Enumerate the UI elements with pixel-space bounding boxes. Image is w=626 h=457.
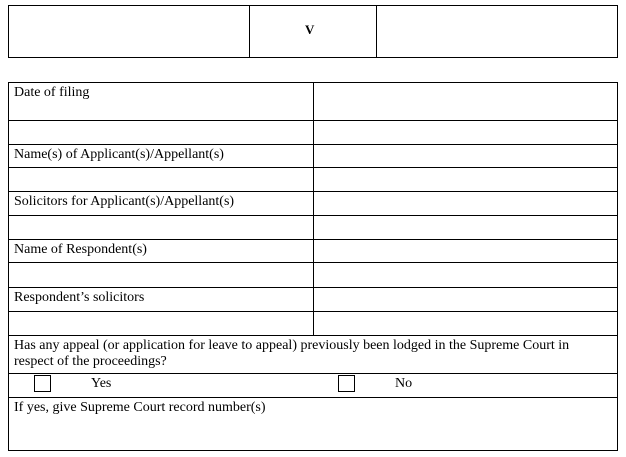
- date-of-filing-field[interactable]: [315, 84, 617, 119]
- record-number-field[interactable]: [10, 418, 616, 449]
- record-number-prompt: If yes, give Supreme Court record number(s): [14, 400, 266, 415]
- row-divider: [8, 215, 618, 216]
- appellant-party-field[interactable]: [10, 7, 248, 57]
- row-divider: [8, 120, 618, 121]
- row-divider: [8, 262, 618, 263]
- date-of-filing-label: Date of filing: [14, 85, 90, 100]
- applicant-solicitors-label: Solicitors for Applicant(s)/Appellant(s): [14, 194, 235, 209]
- no-label: No: [395, 376, 413, 391]
- respondent-party-field[interactable]: [378, 7, 616, 57]
- header-divider-right: [376, 5, 377, 58]
- respondent-names-label: Name of Respondent(s): [14, 242, 147, 257]
- no-checkbox[interactable]: [338, 375, 355, 392]
- applicant-solicitors-field[interactable]: [315, 192, 617, 214]
- versus-label: V: [305, 22, 315, 37]
- respondent-solicitors-label: Respondent’s solicitors: [14, 290, 145, 305]
- yes-label: Yes: [91, 376, 112, 391]
- prior-appeal-question: Has any appeal (or application for leave to appeal) previously been lodged in the Supreme Court in respect of the proceedings?: [14, 338, 570, 369]
- row-divider: [8, 397, 618, 398]
- row-divider: [8, 373, 618, 374]
- respondent-names-field[interactable]: [315, 240, 617, 261]
- respondent-solicitors-field[interactable]: [315, 288, 617, 310]
- yes-checkbox[interactable]: [34, 375, 51, 392]
- header-divider-left: [249, 5, 250, 58]
- row-divider: [8, 335, 618, 336]
- applicant-names-label: Name(s) of Applicant(s)/Appellant(s): [14, 147, 224, 162]
- row-divider: [8, 311, 618, 312]
- applicant-names-field[interactable]: [315, 145, 617, 166]
- row-divider: [8, 167, 618, 168]
